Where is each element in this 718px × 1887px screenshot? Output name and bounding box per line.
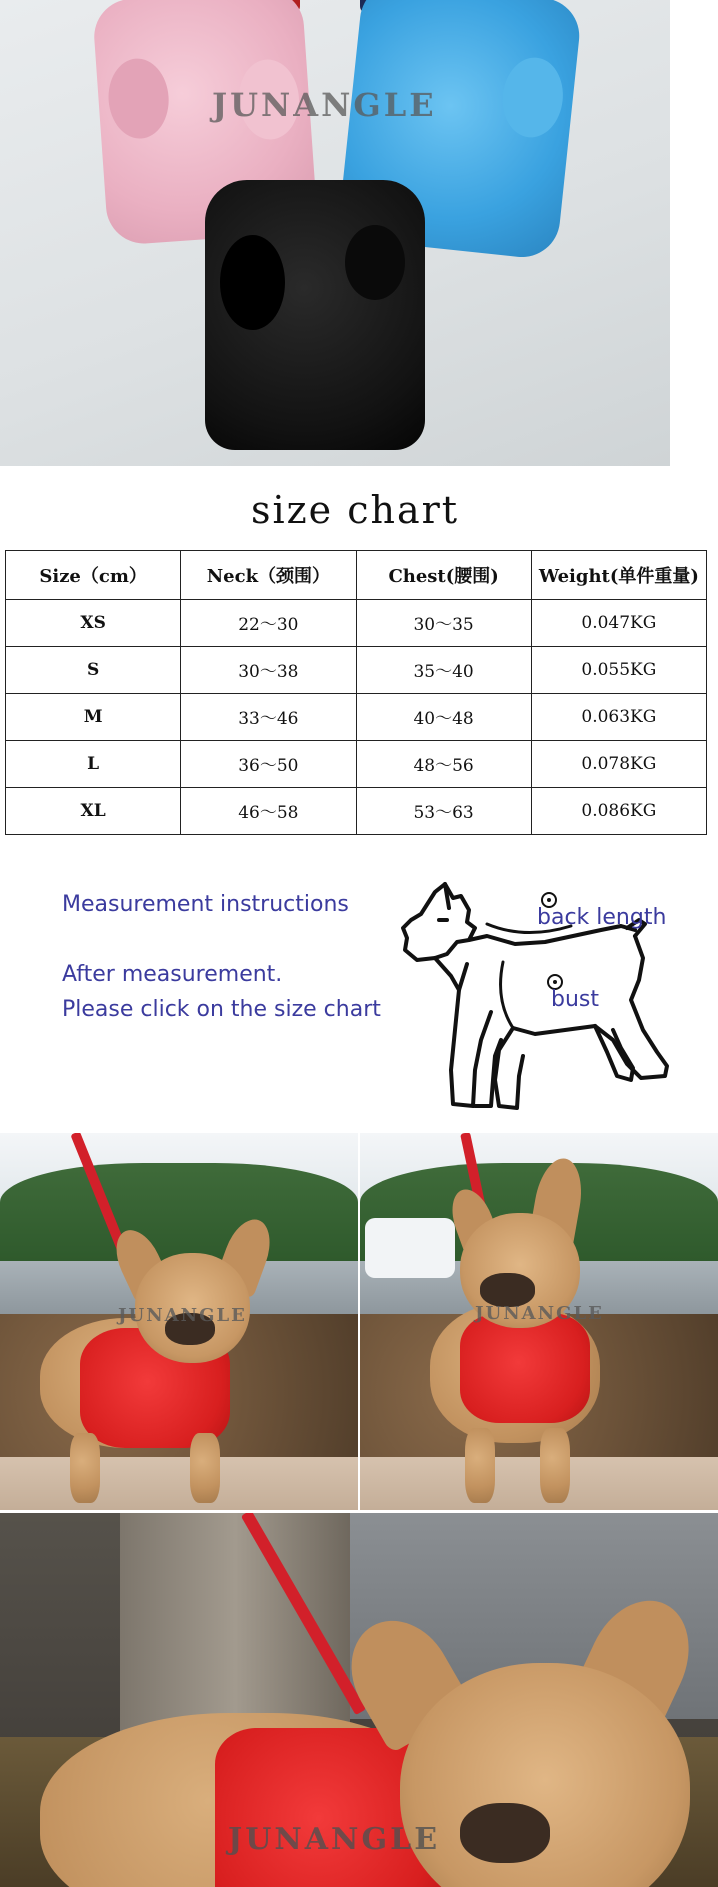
weight-cell: 0.063KG xyxy=(531,693,706,740)
back-length-label: back length xyxy=(537,905,667,930)
table-row xyxy=(6,787,707,834)
watermark: JUNANGLE xyxy=(118,1305,247,1326)
size-chart-table xyxy=(5,550,707,835)
header-weight: Weight(单件重量) xyxy=(531,551,706,600)
weight-cell: 0.055KG xyxy=(531,646,706,693)
chest-cell: 53～63 xyxy=(356,787,531,834)
black-vest xyxy=(205,180,425,450)
weight-cell: 0.078KG xyxy=(531,740,706,787)
weight-cell: 0.086KG xyxy=(531,787,706,834)
size-cell: XL xyxy=(6,787,181,834)
neck-cell: 22～30 xyxy=(181,599,356,646)
dog-photo-1 xyxy=(0,1133,358,1510)
size-cell: M xyxy=(6,693,181,740)
dog-photo-2 xyxy=(360,1133,718,1510)
size-cell: S xyxy=(6,646,181,693)
chest-cell: 35～40 xyxy=(356,646,531,693)
chest-cell: 30～35 xyxy=(356,599,531,646)
product-photo-vests xyxy=(0,0,670,466)
measurement-title: Measurement instructions xyxy=(62,892,349,917)
weight-cell: 0.047KG xyxy=(531,599,706,646)
chest-cell: 48～56 xyxy=(356,740,531,787)
measurement-line-1: After measurement. xyxy=(62,962,283,987)
size-cell: XS xyxy=(6,599,181,646)
red-harness xyxy=(460,1313,590,1423)
size-chart-title: size chart xyxy=(250,488,460,532)
table-header-row xyxy=(6,551,707,600)
chest-cell: 40～48 xyxy=(356,693,531,740)
table-row xyxy=(6,646,707,693)
neck-cell: 33～46 xyxy=(181,693,356,740)
header-neck: Neck（颈围） xyxy=(181,551,356,600)
neck-cell: 36～50 xyxy=(181,740,356,787)
watermark: JUNANGLE xyxy=(212,86,437,124)
table-row xyxy=(6,693,707,740)
table-row xyxy=(6,599,707,646)
watermark: JUNANGLE xyxy=(475,1303,604,1324)
measurement-line-2: Please click on the size chart xyxy=(62,997,381,1022)
neck-cell: 30～38 xyxy=(181,646,356,693)
table-row xyxy=(6,740,707,787)
header-size: Size（cm） xyxy=(6,551,181,600)
watermark: JUNANGLE xyxy=(228,1822,441,1857)
size-cell: L xyxy=(6,740,181,787)
bust-label: bust xyxy=(551,987,599,1012)
neck-cell: 46～58 xyxy=(181,787,356,834)
header-chest: Chest(腰围) xyxy=(356,551,531,600)
